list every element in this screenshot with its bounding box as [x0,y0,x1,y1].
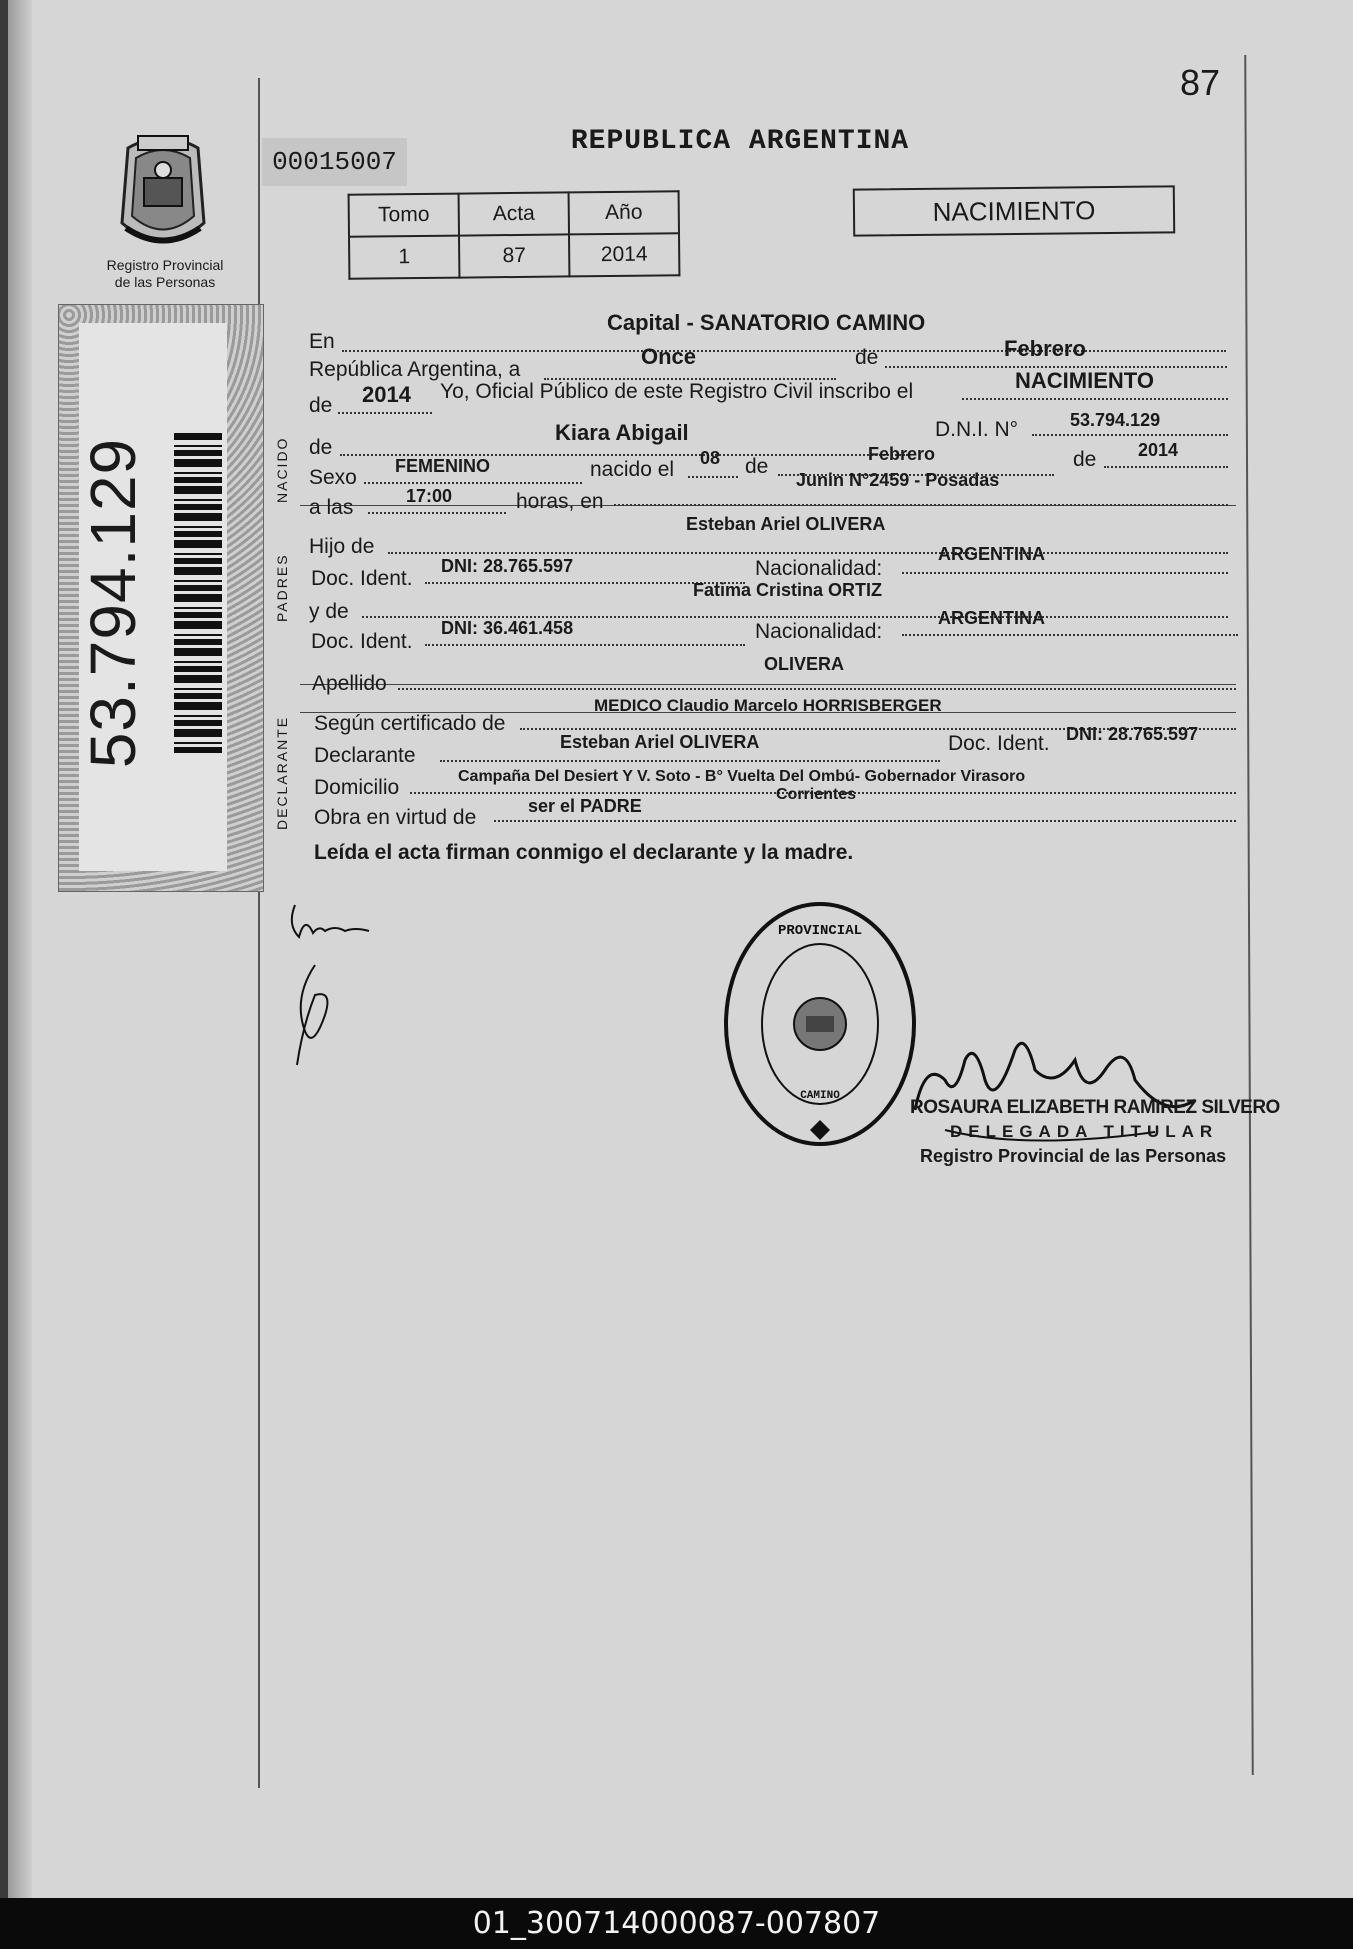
issuer-caption [90,257,240,291]
label-republica: República Argentina, a [309,358,521,381]
ref-value-tomo: 1 [349,236,459,279]
ref-value-ano: 2014 [569,233,679,276]
field-declarant: Esteban Ariel OLIVERA [560,732,760,752]
field-declarant-doc: DNI: 28.765.597 [1066,724,1199,744]
field-surname: OLIVERA [764,654,845,674]
dotted-line [388,552,1228,554]
label-hijo-de: Hijo de [309,535,375,558]
section-label-padres: PADRES [274,553,290,622]
field-father-name: Esteban Ariel OLIVERA [686,514,886,534]
dotted-line [440,760,940,762]
label-birth-de2: de [1073,448,1097,471]
section-label-nacido: NACIDO [274,436,290,503]
dotted-line [364,482,582,484]
label-de-year: de [309,394,333,417]
dotted-line [614,504,1228,506]
dotted-line [1104,466,1228,468]
field-acts-on: ser el PADRE [528,796,642,816]
barcode-label [79,323,227,871]
official-seal-stamp-icon [720,898,920,1150]
ref-header-tomo: Tomo [349,194,459,237]
dotted-line [338,412,432,414]
label-official: Yo, Oficial Público de este Registro Civil inscribo el [440,380,914,403]
closing-statement: Leída el acta firman conmigo el declarante y la madre. [314,841,854,864]
document-number: 00015007 [262,138,407,186]
field-registered-type: NACIMIENTO [1015,368,1154,393]
footer-file-code: 01_300714000087-007807 [0,1898,1353,1949]
book-binding-edge [8,0,32,1898]
label-birth-de1: de [745,455,769,478]
field-address-city: Corrientes [776,786,857,803]
barcode-icon [174,433,222,753]
signature-initials-icon [285,895,380,1075]
label-declarante: Declarante [314,744,416,767]
country-heading: REPUBLICA ARGENTINA [570,126,910,157]
dotted-line [494,820,1236,822]
field-mother-name: Fatima Cristina ORTIZ [693,580,883,600]
label-horas-en: horas, en [516,490,604,513]
dotted-line [368,512,506,514]
label-obra: Obra en virtud de [314,806,477,829]
field-child-name: Kiara Abigail [555,420,689,445]
field-birth-day: 08 [700,448,721,468]
label-father-nationality: Nacionalidad: [755,557,883,580]
label-dni: D.N.I. N° [935,418,1019,441]
section-divider [300,684,1236,685]
field-father-nationality: ARGENTINA [938,544,1045,564]
label-declarant-doc: Doc. Ident. [948,732,1050,755]
field-child-dni: 53.794.129 [1070,410,1161,430]
dotted-line [342,350,1226,352]
field-mother-nationality: ARGENTINA [938,608,1045,628]
label-de: de [855,346,879,369]
label-domicilio: Domicilio [314,776,400,799]
field-day-words: Once [641,344,697,369]
ref-header-acta: Acta [459,192,569,235]
signatory-name: ROSAURA ELIZABETH RAMIREZ SILVERO [910,1097,1280,1118]
svg-text:PROVINCIAL: PROVINCIAL [777,923,863,939]
ref-value-acta: 87 [459,234,569,277]
label-apellido: Apellido [312,672,387,695]
record-type-box: NACIMIENTO [853,185,1175,236]
issuer-caption-line2: de las Personas [114,274,216,290]
dotted-line [1032,434,1228,436]
label-nacido-el: nacido el [590,458,675,481]
field-place: Capital - SANATORIO CAMINO [607,310,926,335]
label-a-las: a las [309,496,354,519]
section-label-declarante: DECLARANTE [274,715,290,830]
label-y-de: y de [309,600,349,623]
label-sexo: Sexo [309,466,357,489]
signatory-office: Registro Provincial de las Personas [920,1146,1227,1166]
svg-text:CAMINO: CAMINO [800,1090,840,1102]
field-father-doc: DNI: 28.765.597 [441,556,574,576]
field-certificate: MEDICO Claudio Marcelo HORRISBERGER [594,696,942,715]
field-birth-year: 2014 [1138,440,1179,460]
label-mother-doc: Doc. Ident. [311,630,413,653]
issuer-caption-line1: Registro Provincial [106,257,224,273]
field-month: Febrero [1004,336,1086,361]
field-birth-month: Febrero [868,444,936,464]
label-en: En [309,330,335,353]
dotted-line [902,572,1228,574]
field-year: 2014 [362,382,411,407]
dotted-line [425,644,745,646]
dotted-line [688,476,738,478]
barcode-number: 53.794.129 [77,437,149,769]
field-address: Campaña Del Desiert Y V. Soto - B° Vuelta Del Ombú- Gobernador Virasoro [458,768,1026,785]
dotted-line [962,398,1228,400]
label-father-doc: Doc. Ident. [311,567,413,590]
field-mother-doc: DNI: 36.461.458 [441,618,574,638]
ref-header-ano: Año [569,191,679,234]
page-number: 87 [1180,62,1221,103]
field-sex: FEMENINO [395,456,491,476]
dotted-line [398,688,1236,690]
signatory-title: DELEGADA TITULAR [950,1122,1219,1141]
dotted-line [902,634,1238,636]
label-mother-nationality: Nacionalidad: [755,620,883,643]
label-name-de: de [309,436,333,459]
barcode-sticker [58,304,264,892]
province-coat-of-arms-icon [108,128,218,258]
reference-table [348,190,681,279]
label-certificado: Según certificado de [314,712,506,735]
field-birth-place: Junin N°2459 - Posadas [796,470,1000,490]
field-birth-time: 17:00 [406,486,453,506]
